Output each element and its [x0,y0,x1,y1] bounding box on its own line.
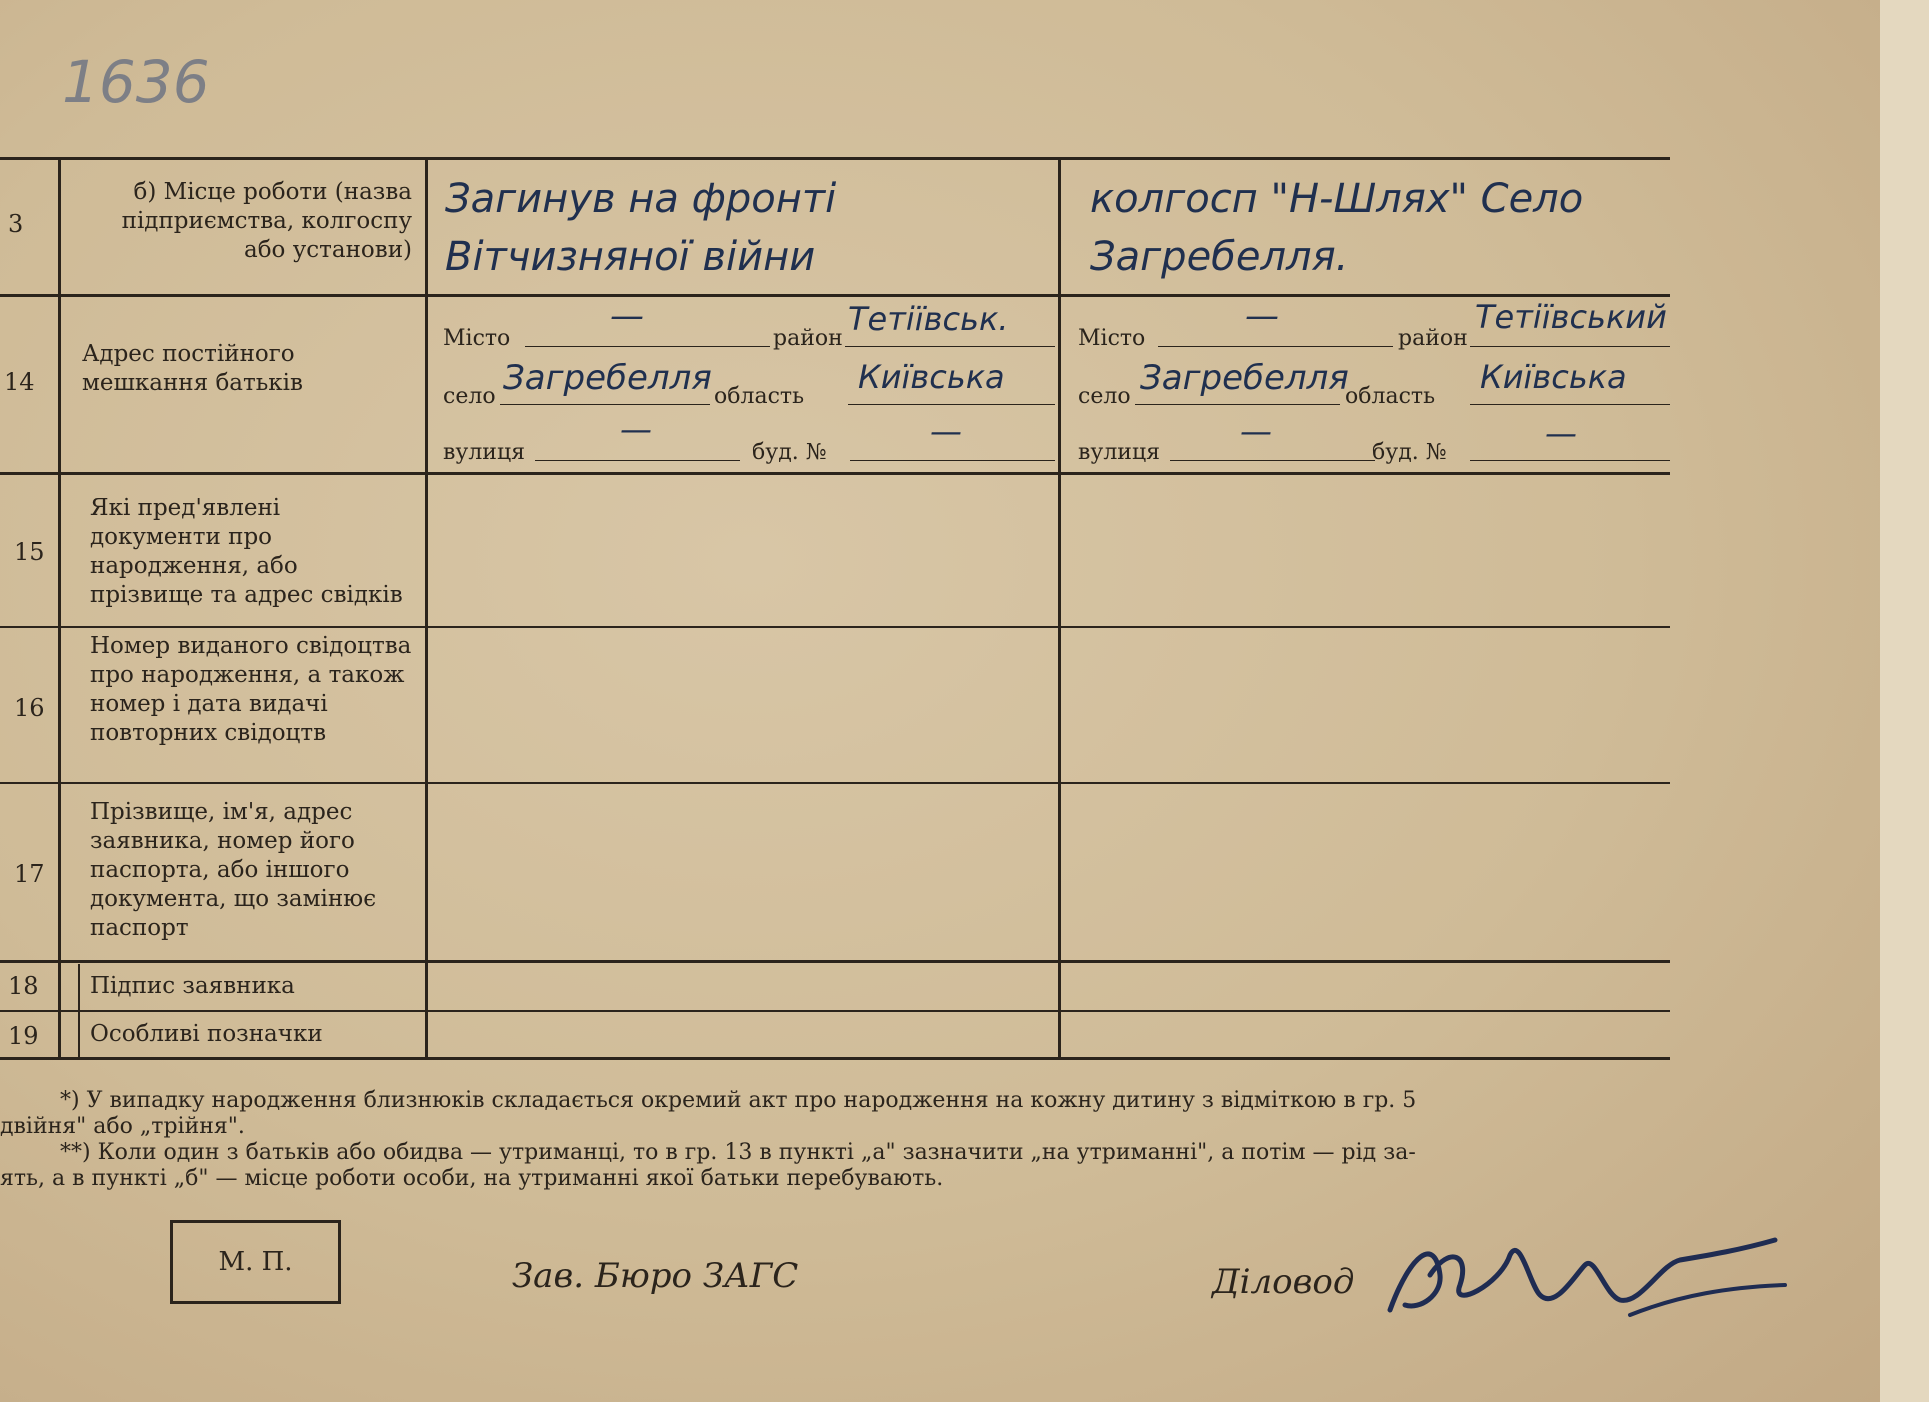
vulytsia-label: вулиця [1078,440,1160,465]
father-workplace: Загинув на фронті Вітчизняної війни [445,176,837,280]
rule-14-15 [0,472,1670,475]
row-number: 16 [14,694,45,722]
row-number: 15 [14,538,45,566]
vrule-18 [78,964,80,1010]
vrule-19 [78,1012,80,1057]
father-vulytsia: — [620,410,652,448]
selo-underline [500,404,710,405]
oblast-label: область [1345,384,1436,409]
bud-underline [850,460,1055,461]
head-label: Зав. Бюро ЗАГС [512,1256,799,1296]
misto-label: Місто [1078,326,1146,351]
raion-label: район [1398,326,1468,351]
selo-label: село [1078,384,1131,409]
bud-label: буд. № [1372,440,1447,465]
misto-label: Місто [443,326,511,351]
mother-vulytsia: — [1240,412,1272,450]
mother-oblast: Київська [1480,358,1627,396]
footnote-1-line-2: двійня" або „трійня". [0,1114,245,1139]
row-number: 3 [8,210,24,238]
clerk-label: Діловод [1212,1262,1355,1302]
bud-underline [1470,460,1670,461]
oblast-underline [848,404,1055,405]
father-bud: — [930,412,962,450]
selo-underline [1135,404,1340,405]
selo-label: село [443,384,496,409]
rule-bottom [0,1057,1670,1060]
row-label: Прізвище, ім'я, адрес заявника, номер його паспорта, або іншого документа, що замінює паспорт [90,799,377,941]
oblast-label: область [714,384,805,409]
clerk-signature [1380,1215,1800,1345]
father-oblast: Київська [858,358,1005,396]
stamp-label: М. П. [218,1247,293,1277]
misto-underline [1158,346,1393,347]
raion-underline [1470,346,1670,347]
mother-misto: — [1245,296,1279,336]
father-misto: — [610,296,644,336]
row-number: 14 [4,368,35,396]
raion-label: район [773,326,843,351]
row-label: Адрес постійного мешкання батьків [82,341,303,396]
vrule-num [58,157,61,1057]
page-edge [1880,0,1929,1402]
rule-15-16 [0,626,1670,628]
rule-13-14 [0,294,1670,297]
vulytsia-label: вулиця [443,440,525,465]
row-label: Підпис заявника [90,973,295,999]
row-label: Особливі позначки [90,1021,323,1047]
mother-workplace: колгосп "Н-Шлях" Село Загребелля. [1090,176,1584,280]
archive-number: 1636 [62,48,210,116]
rule-17-18 [0,960,1670,963]
footnote-1-line-1: *) У випадку народження близнюків складається окремий акт про народження на кожну дитину з відміткою в гр. 5 [60,1088,1417,1113]
rule-top [0,157,1670,160]
mother-raion: Тетіївський [1475,298,1667,336]
mother-selo: Загребелля [1140,358,1349,398]
row-label: Номер виданого свідоцтва про народження, а також номер і дата видачі повторних свідоцтв [90,633,412,746]
vrule-parents [1058,157,1061,1057]
mother-bud: — [1545,414,1577,452]
rule-18-19 [0,1010,1670,1012]
bud-label: буд. № [752,440,827,465]
misto-underline [525,346,770,347]
footnote-2-line-1: **) Коли один з батьків або обидва — утриманці, то в гр. 13 в пункті „а" зазначити „на утриманні", а потім — рід за- [60,1140,1416,1165]
vulytsia-underline [535,460,740,461]
father-raion: Тетіївськ. [848,300,1009,338]
father-selo: Загребелля [503,358,712,398]
row-number: 19 [8,1022,39,1050]
rule-16-17 [0,782,1670,784]
row-label: б) Місце роботи (назва підприємства, колгоспу або установи) [121,179,412,263]
oblast-underline [1470,404,1670,405]
raion-underline [845,346,1055,347]
row-number: 17 [14,860,45,888]
footnote-2-line-2: ять, а в пункті „б" — місце роботи особи, на утриманні якої батьки перебувають. [0,1166,944,1191]
stamp-box [170,1220,341,1304]
vulytsia-underline [1170,460,1375,461]
row-label: Які пред'явлені документи про народження, або прізвище та адрес свідків [90,495,403,608]
row-number: 18 [8,972,39,1000]
vrule-label [425,157,428,1057]
